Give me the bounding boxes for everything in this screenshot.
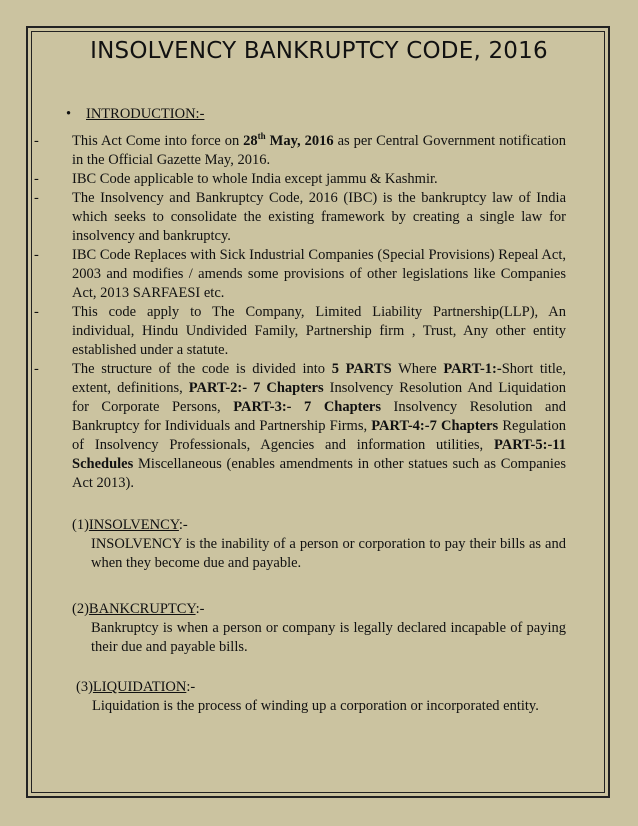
definition-section bbox=[72, 516, 566, 573]
bold-text: PART-3:- 7 Chapters bbox=[233, 399, 382, 415]
intro-point bbox=[34, 246, 566, 303]
definition-body: INSOLVENCY is the inability of a person or corporation to pay their bills as and when they become due and payable. bbox=[91, 536, 566, 571]
bold-text: 5 PARTS bbox=[331, 361, 392, 377]
bold-text: PART-5:-11 Schedules bbox=[72, 437, 566, 472]
bold-text: PART-4:-7 Chapters bbox=[371, 418, 499, 434]
definition-heading bbox=[72, 516, 566, 535]
intro-point bbox=[34, 303, 566, 360]
intro-point bbox=[34, 360, 566, 493]
intro-point-text bbox=[72, 304, 566, 358]
text-segment: The structure of the code is divided into bbox=[72, 361, 332, 377]
text-segment: Regulation of Insolvency Professionals, Agencies and information utilities, bbox=[72, 418, 566, 453]
intro-point-text bbox=[72, 361, 566, 491]
dash-marker: - bbox=[34, 190, 39, 206]
text-segment: Insolvency Resolution and Bankruptcy for Individuals and Partnership Firms, bbox=[72, 399, 566, 434]
text-segment: This Act Come into force on bbox=[72, 133, 244, 149]
definition-section bbox=[72, 600, 566, 657]
bold-text: 28 bbox=[243, 133, 258, 149]
bullet-icon: • bbox=[66, 106, 72, 122]
intro-points bbox=[34, 132, 566, 493]
text-segment: IBC Code applicable to whole India except jammu & Kashmir. bbox=[72, 171, 438, 187]
intro-point bbox=[34, 170, 566, 189]
text-segment: Insolvency Resolution And Liquidation for Corporate Persons, bbox=[72, 380, 567, 415]
intro-point-text bbox=[72, 133, 566, 168]
intro-point bbox=[34, 132, 566, 170]
text-segment: The Insolvency and Bankruptcy Code, 2016 (IBC) is the bankruptcy law of India which seeks to consolidate the existing framework by creating a single law for insolvency and bankruptcy. bbox=[72, 190, 566, 244]
text-segment: Where bbox=[391, 361, 444, 377]
bold-text: PART-2:- 7 Chapters bbox=[188, 380, 324, 396]
definition-number: (2) bbox=[72, 601, 89, 617]
dash-marker: - bbox=[34, 361, 39, 377]
definition-number: (1) bbox=[72, 517, 89, 533]
text-segment: Miscellaneous (enables amendments in other statues such as Companies Act 2013). bbox=[72, 456, 566, 491]
intro-point bbox=[34, 189, 566, 246]
definition-heading bbox=[76, 678, 566, 697]
definition-heading bbox=[72, 600, 566, 619]
definition-number: (3) bbox=[76, 679, 93, 695]
definition-section bbox=[76, 678, 566, 716]
text-segment: IBC Code Replaces with Sick Industrial Companies (Special Provisions) Repeal Act, 2003 and modifies / amends some provisions of other legislations like Companies Act, 2013 SARFAESI etc. bbox=[72, 247, 566, 301]
document-title: INSOLVENCY BANKRUPTCY CODE, 2016 bbox=[90, 38, 548, 64]
intro-point-text bbox=[72, 190, 566, 244]
definition-body: Liquidation is the process of winding up a corporation or incorporated entity. bbox=[92, 698, 539, 714]
dash-marker: - bbox=[34, 247, 39, 263]
intro-heading-text: INTRODUCTION:- bbox=[86, 106, 205, 122]
definition-suffix: :- bbox=[186, 679, 196, 695]
intro-heading bbox=[66, 106, 204, 123]
bold-text: th bbox=[257, 131, 266, 142]
intro-point-text bbox=[72, 171, 438, 187]
definition-body: Bankruptcy is when a person or company is legally declared incapable of paying their due and payable bills. bbox=[91, 620, 566, 655]
bold-text: PART-1:- bbox=[443, 361, 502, 377]
bold-text: May, 2016 bbox=[265, 133, 334, 149]
definition-suffix: :- bbox=[178, 517, 188, 533]
dash-marker: - bbox=[34, 171, 39, 187]
text-segment: This code apply to The Company, Limited Liability Partnership(LLP), An individual, Hindu Undivided Family, Partnership firm , Trust, Any other entity established under a statute. bbox=[72, 304, 566, 358]
definition-term: BANKCRUPTCY bbox=[88, 601, 196, 617]
definition-term: INSOLVENCY bbox=[88, 517, 179, 533]
intro-point-text bbox=[72, 247, 566, 301]
text-segment: as per Central Government notification in the Official Gazette May, 2016. bbox=[72, 133, 567, 168]
dash-marker: - bbox=[34, 133, 39, 149]
definition-suffix: :- bbox=[195, 601, 205, 617]
definition-term: LIQUIDATION bbox=[92, 679, 187, 695]
text-segment: Short title, extent, definitions, bbox=[72, 361, 566, 396]
dash-marker: - bbox=[34, 304, 39, 320]
